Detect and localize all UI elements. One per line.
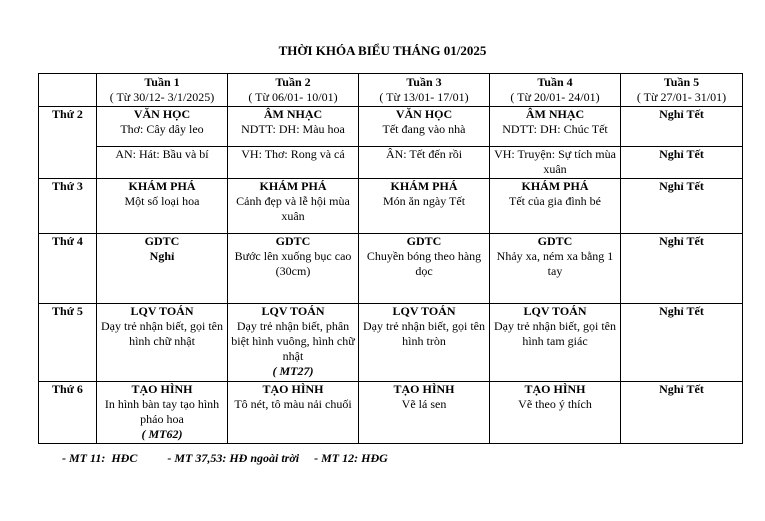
table-row — [39, 234, 743, 304]
lesson-cell: ÂM NHẠC NDTT: DH: Chúc Tết — [490, 107, 621, 147]
legend-notes: - MT 11: HĐC - MT 37,53: HĐ ngoài trời - MT 12: HĐG — [62, 451, 388, 465]
lesson-cell: Nghỉ Tết — [621, 147, 743, 179]
lesson-cell: LQV TOÁN Dạy trẻ nhận biết, gọi tên hình tam giác — [490, 304, 621, 382]
timetable — [38, 73, 743, 444]
table-row — [39, 107, 743, 147]
lesson-cell: Nghỉ Tết — [621, 304, 743, 382]
day-label: Thứ 6 — [39, 382, 97, 444]
lesson-cell: GDTC Nhảy xa, ném xa bằng 1 tay — [490, 234, 621, 304]
lesson-cell: ÂM NHẠC NDTT: DH: Màu hoa — [228, 107, 359, 147]
table-row — [39, 304, 743, 382]
header-row — [39, 74, 743, 107]
lesson-cell: LQV TOÁN Dạy trẻ nhận biết, phân biệt hình vuông, hình chữ nhật ( MT27) — [228, 304, 359, 382]
day-label: Thứ 4 — [39, 234, 97, 304]
lesson-cell: ÂN: Tết đến rồi — [359, 147, 490, 179]
lesson-cell: KHÁM PHÁ Tết của gia đình bé — [490, 179, 621, 234]
day-label: Thứ 3 — [39, 179, 97, 234]
week-header: Tuần 5 ( Từ 27/01- 31/01) — [621, 74, 743, 107]
lesson-cell: VĂN HỌC Tết đang vào nhà — [359, 107, 490, 147]
lesson-cell: AN: Hát: Bầu và bí — [97, 147, 228, 179]
week-header: Tuần 2 ( Từ 06/01- 10/01) — [228, 74, 359, 107]
week-header: Tuần 1 ( Từ 30/12- 3/1/2025) — [97, 74, 228, 107]
lesson-cell: GDTC Bước lên xuống bục cao (30cm) — [228, 234, 359, 304]
table-row — [39, 382, 743, 444]
lesson-cell: LQV TOÁN Dạy trẻ nhận biết, gọi tên hình chữ nhật — [97, 304, 228, 382]
lesson-cell: Nghỉ Tết — [621, 107, 743, 147]
week-header: Tuần 3 ( Từ 13/01- 17/01) — [359, 74, 490, 107]
day-label: Thứ 2 — [39, 107, 97, 179]
lesson-cell: KHÁM PHÁ Cảnh đẹp và lễ hội mùa xuân — [228, 179, 359, 234]
corner-cell — [39, 74, 97, 107]
lesson-cell: VĂN HỌC Thơ: Cây dây leo — [97, 107, 228, 147]
lesson-cell: TẠO HÌNH In hình bàn tay tạo hình pháo hoa ( MT62) — [97, 382, 228, 444]
table-row — [39, 147, 743, 179]
lesson-cell: TẠO HÌNH Vẽ lá sen — [359, 382, 490, 444]
lesson-cell: TẠO HÌNH Vẽ theo ý thích — [490, 382, 621, 444]
lesson-cell: VH: Thơ: Rong và cá — [228, 147, 359, 179]
lesson-cell: KHÁM PHÁ Một số loại hoa — [97, 179, 228, 234]
lesson-cell: Nghỉ Tết — [621, 234, 743, 304]
day-label: Thứ 5 — [39, 304, 97, 382]
table-row — [39, 179, 743, 234]
week-header: Tuần 4 ( Từ 20/01- 24/01) — [490, 74, 621, 107]
lesson-cell: VH: Truyện: Sự tích mùa xuân — [490, 147, 621, 179]
page-title: THỜI KHÓA BIỂU THÁNG 01/2025 — [278, 43, 487, 58]
lesson-cell: GDTC Nghỉ — [97, 234, 228, 304]
lesson-cell: GDTC Chuyền bóng theo hàng dọc — [359, 234, 490, 304]
lesson-cell: TẠO HÌNH Tô nét, tô màu nải chuối — [228, 382, 359, 444]
lesson-cell: Nghỉ Tết — [621, 179, 743, 234]
lesson-cell: KHÁM PHÁ Món ăn ngày Tết — [359, 179, 490, 234]
lesson-cell: Nghỉ Tết — [621, 382, 743, 444]
lesson-cell: LQV TOÁN Dạy trẻ nhận biết, gọi tên hình tròn — [359, 304, 490, 382]
